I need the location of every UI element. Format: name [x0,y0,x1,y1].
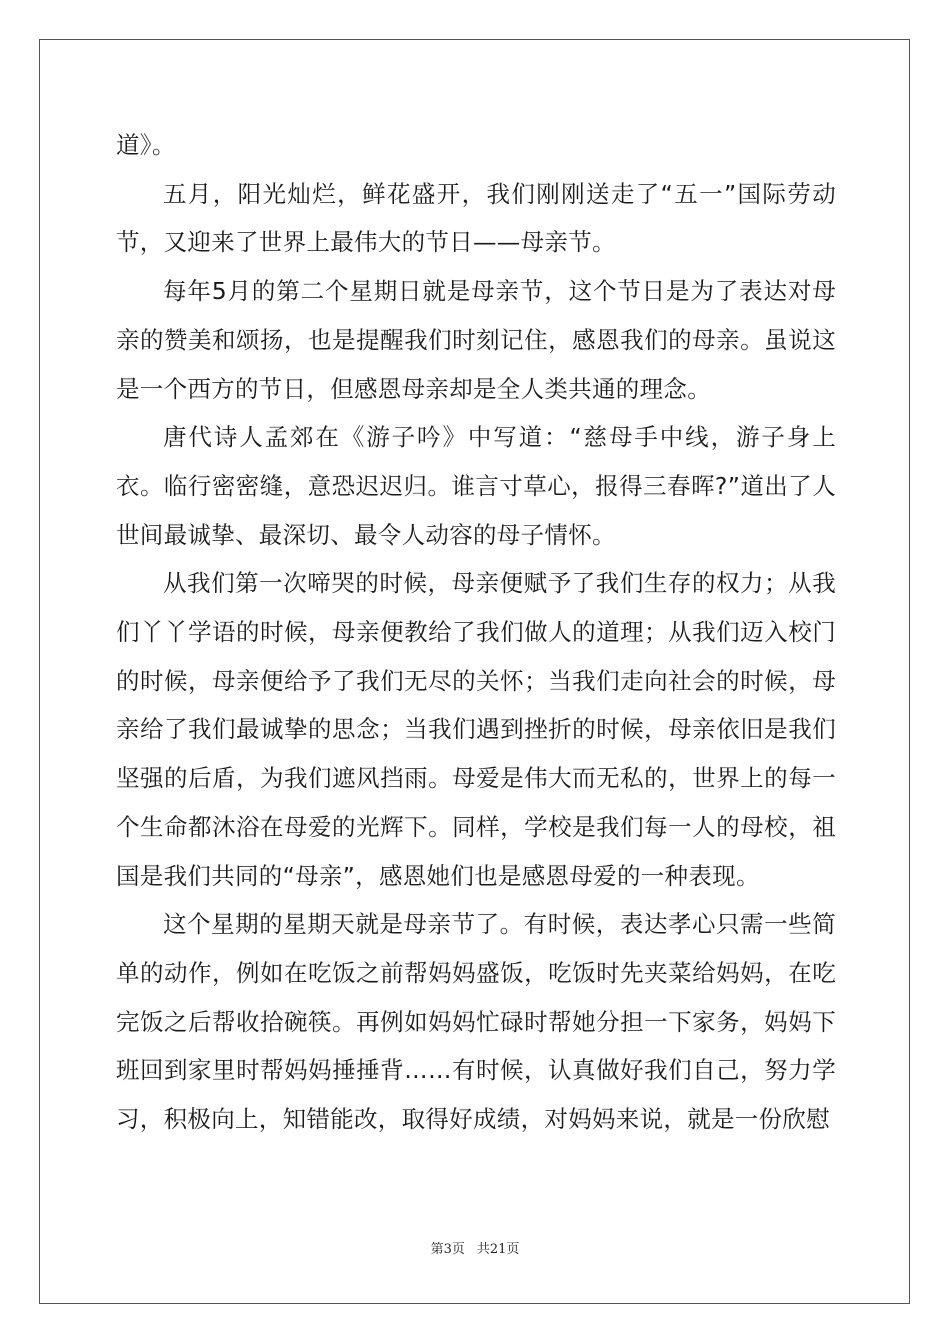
paragraph: 五月，阳光灿烂，鲜花盛开，我们刚刚送走了“五一”国际劳动节，又迎来了世界上最伟大的节日——母亲节。 [116,179,836,257]
page-footer [0,1238,950,1257]
paragraph: 道》。 [116,131,176,159]
paragraph: 这个星期的星期天就是母亲节了。有时候，表达孝心只需一些简单的动作，例如在吃饭之前帮妈妈盛饭，吃饭时先夹菜给妈妈，在吃完饭之后帮收拾碗筷。再例如妈妈忙碌时帮她分担一下家务，妈妈下班回到家里时帮妈妈捶捶背……有时候，认真做好我们自己，努力学习，积极向上，知错能改，取得好成绩，对妈妈来说，就是一份欣慰 [116,910,836,1134]
document-body [116,121,836,1144]
current-page-number: 第3页 [430,1242,465,1257]
paragraph: 每年5月的第二个星期日就是母亲节，这个节日是为了表达对母亲的赞美和颂扬，也是提醒我们时刻记住，感恩我们的母亲。虽说这是一个西方的节日，但感恩母亲却是全人类共通的理念。 [116,277,836,403]
paragraph: 唐代诗人孟郊在《游子吟》中写道：“慈母手中线，游子身上衣。临行密密缝，意恐迟迟归。谁言寸草心，报得三春晖?”道出了人世间最诚挚、最深切、最令人动容的母子情怀。 [116,423,836,549]
total-page-count: 共21页 [476,1242,520,1257]
paragraph: 从我们第一次啼哭的时候，母亲便赋予了我们生存的权力；从我们丫丫学语的时候，母亲便教给了我们做人的道理；从我们迈入校门的时候，母亲便给予了我们无尽的关怀；当我们走向社会的时候，母亲给了我们最诚挚的思念；当我们遇到挫折的时候，母亲依旧是我们坚强的后盾，为我们遮风挡雨。母爱是伟大而无私的，世界上的每一个生命都沐浴在母爱的光辉下。同样，学校是我们每一人的母校，祖国是我们共同的“母亲”，感恩她们也是感恩母爱的一种表现。 [116,569,836,890]
